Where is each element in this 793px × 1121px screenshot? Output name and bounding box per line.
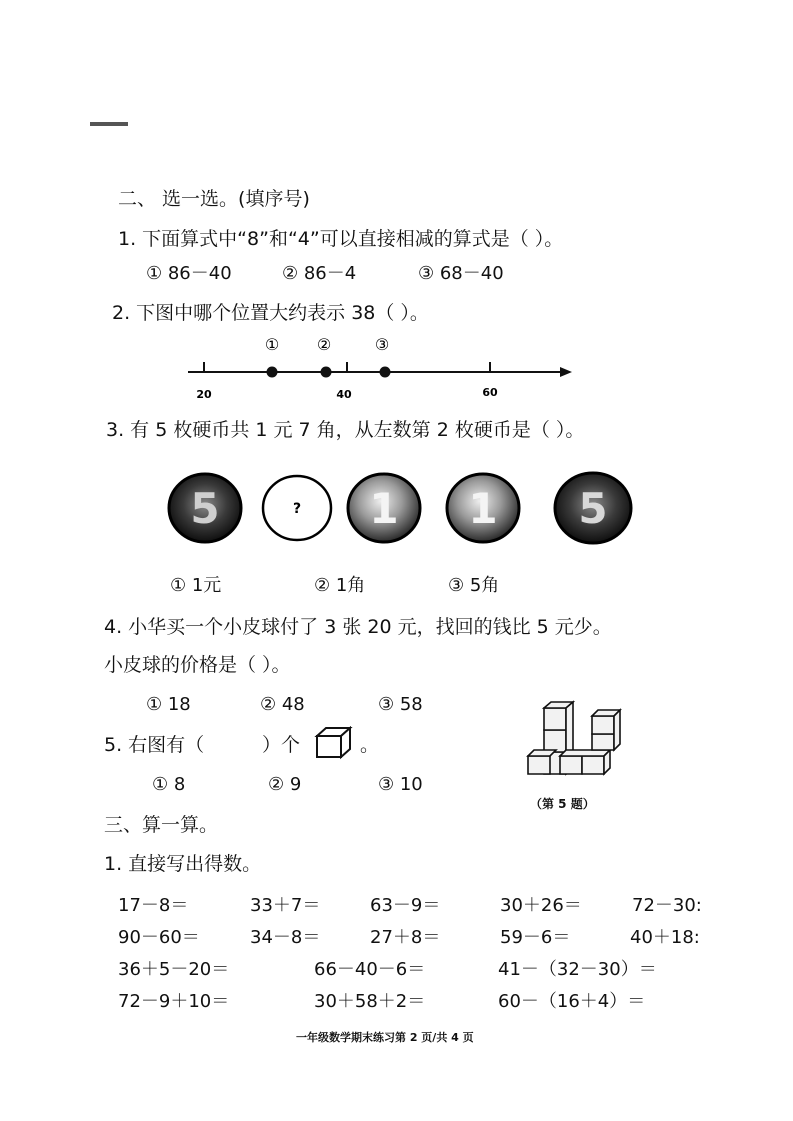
number-line-arrow xyxy=(560,367,572,377)
coin-2-question: ? xyxy=(292,501,302,517)
point-3 xyxy=(380,367,391,378)
section-3-heading: 三、算一算。 xyxy=(104,814,219,836)
calc-r3-c3: 41－（32－30）＝ xyxy=(498,959,657,980)
q5-option-1: ① 8 xyxy=(152,774,186,795)
coin-4-value: 1 xyxy=(468,484,498,533)
coin-1 xyxy=(169,474,241,542)
q3-option-2: ② 1角 xyxy=(314,575,366,596)
point-1 xyxy=(267,367,278,378)
calc-r1-c3: 63－9＝ xyxy=(370,895,441,916)
calc-r4-c3: 60－（16＋4）＝ xyxy=(498,991,646,1012)
point-2 xyxy=(321,367,332,378)
tick-label-40: 40 xyxy=(336,388,352,401)
calc-r2-c1: 90－60＝ xyxy=(118,927,200,948)
coin-1-value: 5 xyxy=(190,484,220,533)
q4-text: 4. 小华买一个小皮球付了 3 张 20 元，找回的钱比 5 元少。 xyxy=(104,616,612,638)
q1-text: 1. 下面算式中“8”和“4”可以直接相减的算式是（ ）。 xyxy=(118,228,564,250)
tick-label-20: 20 xyxy=(196,388,212,401)
calc-r1-c5: 72－30: xyxy=(632,895,702,916)
number-line-figure xyxy=(180,330,580,410)
coin-3-value: 1 xyxy=(369,484,399,533)
coin-5 xyxy=(555,473,631,543)
q4-option-3: ③ 58 xyxy=(378,694,423,715)
calc-r4-c2: 30＋58＋2＝ xyxy=(314,991,426,1012)
section-2-heading: 二、 选一选。(填序号) xyxy=(118,188,310,210)
coins-figure xyxy=(160,465,650,555)
q1-option-3: ③ 68－40 xyxy=(418,263,504,284)
scan-artifact-mark xyxy=(90,122,128,126)
q3-option-3: ③ 5角 xyxy=(448,575,500,596)
q5-option-2: ② 9 xyxy=(268,774,302,795)
calc-r2-c3: 27＋8＝ xyxy=(370,927,441,948)
q1-option-2: ② 86－4 xyxy=(282,263,357,284)
calc-r3-c1: 36＋5－20＝ xyxy=(118,959,230,980)
q3-option-1: ① 1元 xyxy=(170,575,222,596)
calc-r1-c4: 30＋26＝ xyxy=(500,895,582,916)
q5-text-a: 5. 右图有（ xyxy=(104,734,205,756)
s3-q1-text: 1. 直接写出得数。 xyxy=(104,853,262,875)
coin-5-value: 5 xyxy=(578,484,608,533)
calc-r1-c2: 33＋7＝ xyxy=(250,895,321,916)
q5-option-3: ③ 10 xyxy=(378,774,423,795)
calc-r2-c5: 40＋18: xyxy=(630,927,700,948)
q4-option-1: ① 18 xyxy=(146,694,191,715)
calc-r4-c1: 72－9＋10＝ xyxy=(118,991,230,1012)
cube-icon xyxy=(314,726,354,760)
q1-option-1: ① 86－40 xyxy=(146,263,232,284)
calc-r1-c1: 17－8＝ xyxy=(118,895,189,916)
q2-text: 2. 下图中哪个位置大约表示 38（ ）。 xyxy=(112,302,429,324)
page-footer: 一年级数学期末练习第 2 页/共 4 页 xyxy=(296,1031,474,1044)
q3-text: 3. 有 5 枚硬币共 1 元 7 角，从左数第 2 枚硬币是（ ）。 xyxy=(106,419,585,441)
marker-1: ① xyxy=(264,335,280,354)
coin-2-unknown xyxy=(263,476,331,540)
q5-text-b: ）个 xyxy=(262,734,301,756)
calc-r2-c4: 59－6＝ xyxy=(500,927,571,948)
coin-4 xyxy=(447,474,519,542)
calc-r2-c2: 34－8＝ xyxy=(250,927,321,948)
coin-3 xyxy=(348,474,420,542)
q4-text-2: 小皮球的价格是（ ）。 xyxy=(104,654,291,676)
calc-r3-c2: 66－40－6＝ xyxy=(314,959,426,980)
marker-2: ② xyxy=(316,335,332,354)
tick-label-60: 60 xyxy=(482,386,498,399)
q4-option-2: ② 48 xyxy=(260,694,305,715)
q5-text-c: 。 xyxy=(360,734,380,756)
cube-stack-figure xyxy=(520,694,630,780)
marker-3: ③ xyxy=(374,335,390,354)
q5-figure-caption: （第 5 题） xyxy=(530,797,595,811)
